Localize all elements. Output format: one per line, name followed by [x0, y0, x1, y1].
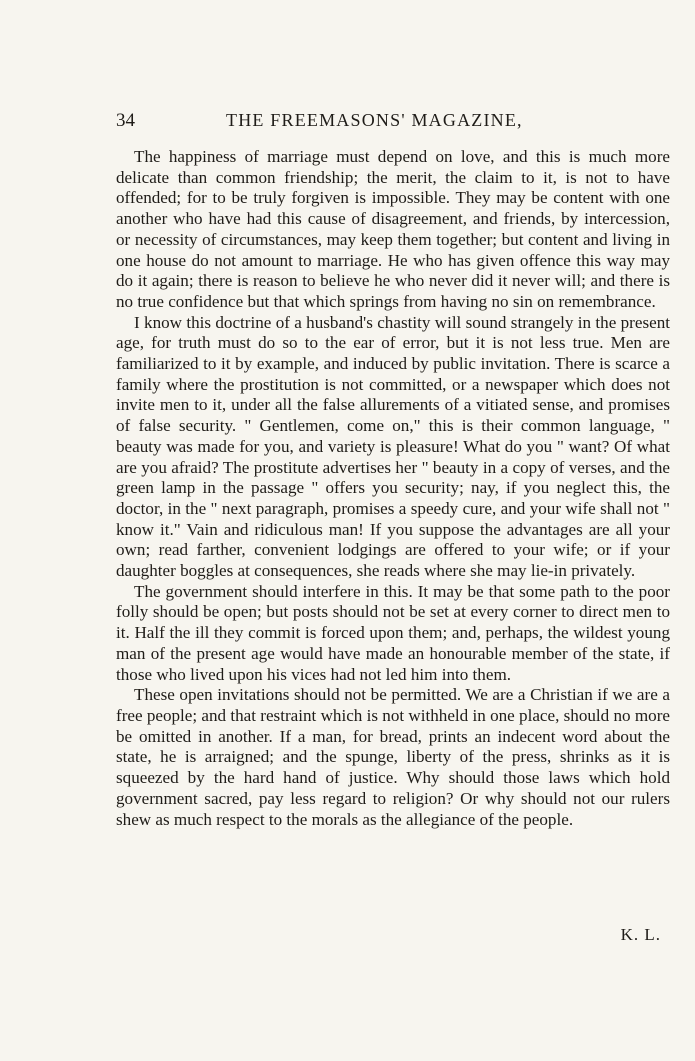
- paragraph-1: The happiness of marriage must depend on love, and this is much more delicate than common friendship; the merit, the claim to it, is not to have offended; for to be truly forgiven is impossible. They may be content with one another who have had this cause of disagreement, and friends, by intercession, or necessity of circumstances, may keep them together; but content and living in one house do not amount to marriage. He who has given offence this way may do it again; there is reason to believe he who never did it never will; and there is no true confidence but that which springs from having no sin on remembrance.: [116, 147, 670, 311]
- page-number: 34: [116, 110, 135, 131]
- article-body: [116, 147, 670, 830]
- paragraph-3: The government should interfere in this. It may be that some path to the poor folly should be open; but posts should not be set at every corner to direct men to it. Half the ill they commit is forced upon them; and, perhaps, the wildest young man of the present age would have made an honourable member of the state, if those who lived upon his vices had not led him into them.: [116, 581, 670, 684]
- paragraph-4: These open invitations should not be permitted. We are a Christian if we are a free people; and that restraint which is not withheld in one place, should no more be omitted in another. If a man, for bread, prints an indecent word about the state, he is arraigned; and the spunge, liberty of the press, shrinks as it is squeezed by the hard hand of justice. Why should those laws which hold government sacred, pay less regard to religion? Or why should not our rulers shew as much respect to the morals as the allegiance of the people.: [116, 685, 670, 829]
- paragraph-2: I know this doctrine of a husband's chastity will sound strangely in the present age, for truth must do so to the ear of error, but it is not less true. Men are familiarized to it by example, and induced by public invitation. There is scarce a family where the prostitution is not committed, or a newspaper which does not invite men to it, under all the false allurements of a vitiated sense, and promises of false security. " Gentlemen, come on," this is their common language, " beauty was made for you, and variety is pleasure! What do you " want? Of what are you afraid? The prostitute advertises her " beauty in a copy of verses, and the green lamp in the passage " offers you security; nay, if you neglect this, the doctor, in the " next paragraph, promises a speedy cure, and your wife shall not " know it." Vain and ridiculous man! If you suppose the advantages are all your own; read farther, convenient lodgings are offered to your wife; or if your daughter boggles at consequences, she reads where she may lie-in privately.: [116, 312, 670, 581]
- running-title: THE FREEMASONS' MAGAZINE,: [226, 110, 523, 130]
- author-signature: K. L.: [620, 925, 661, 944]
- page-header: [116, 110, 670, 136]
